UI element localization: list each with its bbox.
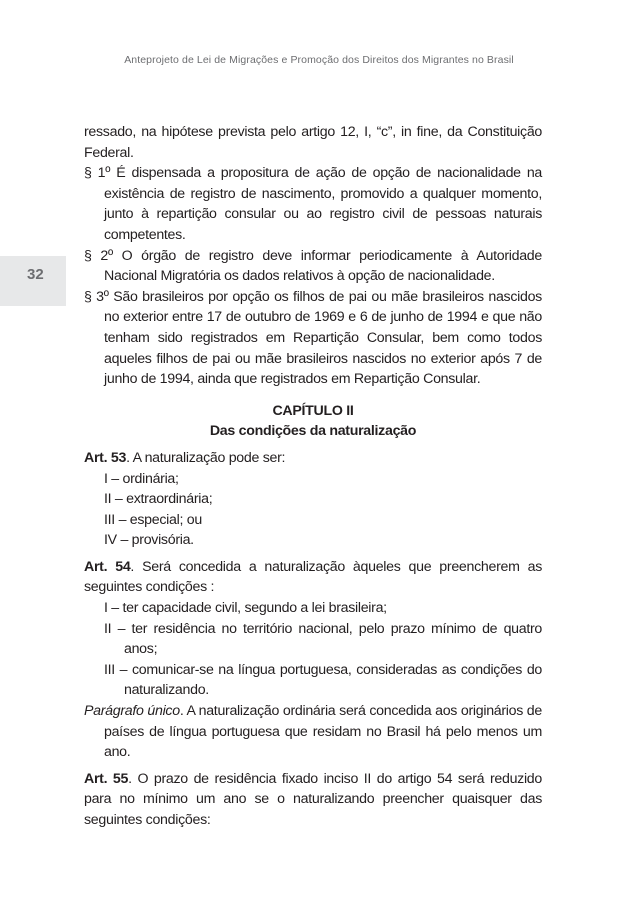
article-54-item: I – ter capacidade civil, segundo a lei brasileira; [104,600,387,617]
sole-paragraph-label: Parágrafo único [84,703,180,720]
page-number: 32 [27,266,44,283]
article-54-sole-paragraph [84,701,542,763]
chapter-number: CAPÍTULO II [272,402,354,419]
paragraph-3-label: § 3º [84,288,109,305]
article-53-item: II – extraordinária; [104,491,213,508]
paragraph-2-label: § 2º [84,247,113,264]
article-53 [84,448,542,469]
chapter-title: Das condições da naturalização [209,423,417,440]
article-53-item: IV – provisória. [104,532,194,549]
running-header: Anteprojeto de Lei de Migrações e Promoção dos Direitos dos Migrantes no Brasil [124,54,514,66]
article-53-label: Art. 53 [84,449,127,466]
article-55-label: Art. 55 [84,770,129,787]
article-54 [84,557,542,598]
article-53-text: . A naturalização pode ser: [126,449,286,466]
paragraph-1-text: É dispensada a propositura de ação de opção de nacionalidade na existência de registro de nascimento, promovido a qualquer momento, junto à repartição consular ou ao registro civil de pessoas naturais competentes. [104,165,542,243]
paragraph-3 [84,287,542,390]
continuation-text: ressado, na hipótese prevista pelo artigo 12, I, “c”, in fine, da Constituição Federal. [84,124,542,161]
article-54-label: Art. 54 [84,558,131,575]
paragraph-1-label: § 1º [84,165,111,182]
article-55 [84,769,542,831]
article-53-item: I – ordinária; [104,470,179,487]
paragraph-2 [84,246,542,287]
sole-paragraph-text: . A naturalização ordinária será concedida aos originários de países de língua portuguesa que residam no Brasil há pelo menos um ano. [104,703,542,761]
paragraph-1 [84,163,542,245]
article-54-item: III – comunicar-se na língua portuguesa, consideradas as condições do naturalizando. [104,661,542,699]
document-body [84,122,542,831]
article-54-item: II – ter residência no território nacional, pelo prazo mínimo de quatro anos; [104,620,542,658]
article-55-text: . O prazo de residência fixado inciso II do artigo 54 será reduzido para no mínimo um ano se o naturalizando preencher quaisquer das seguintes condições: [84,770,542,828]
article-53-item: III – especial; ou [104,511,202,528]
article-54-text: . Será concedida a naturalização àqueles que preencherem as seguintes condições : [84,558,542,596]
paragraph-3-text: São brasileiros por opção os filhos de pai ou mãe brasileiros nascidos no exterior entre 17 de outubro de 1969 e 6 de junho de 1994 e que não tenham sido registrados em Repartição Consular, bem como todos aqueles filhos de pai ou mãe brasileiros nascidos no exterior após 7 de junho de 1994, ainda que registrados em Repartição Consular. [104,288,542,388]
paragraph-2-text: O órgão de registro deve informar periodicamente à Autoridade Nacional Migratória os dados relativos à opção de nacionalidade. [104,247,542,285]
